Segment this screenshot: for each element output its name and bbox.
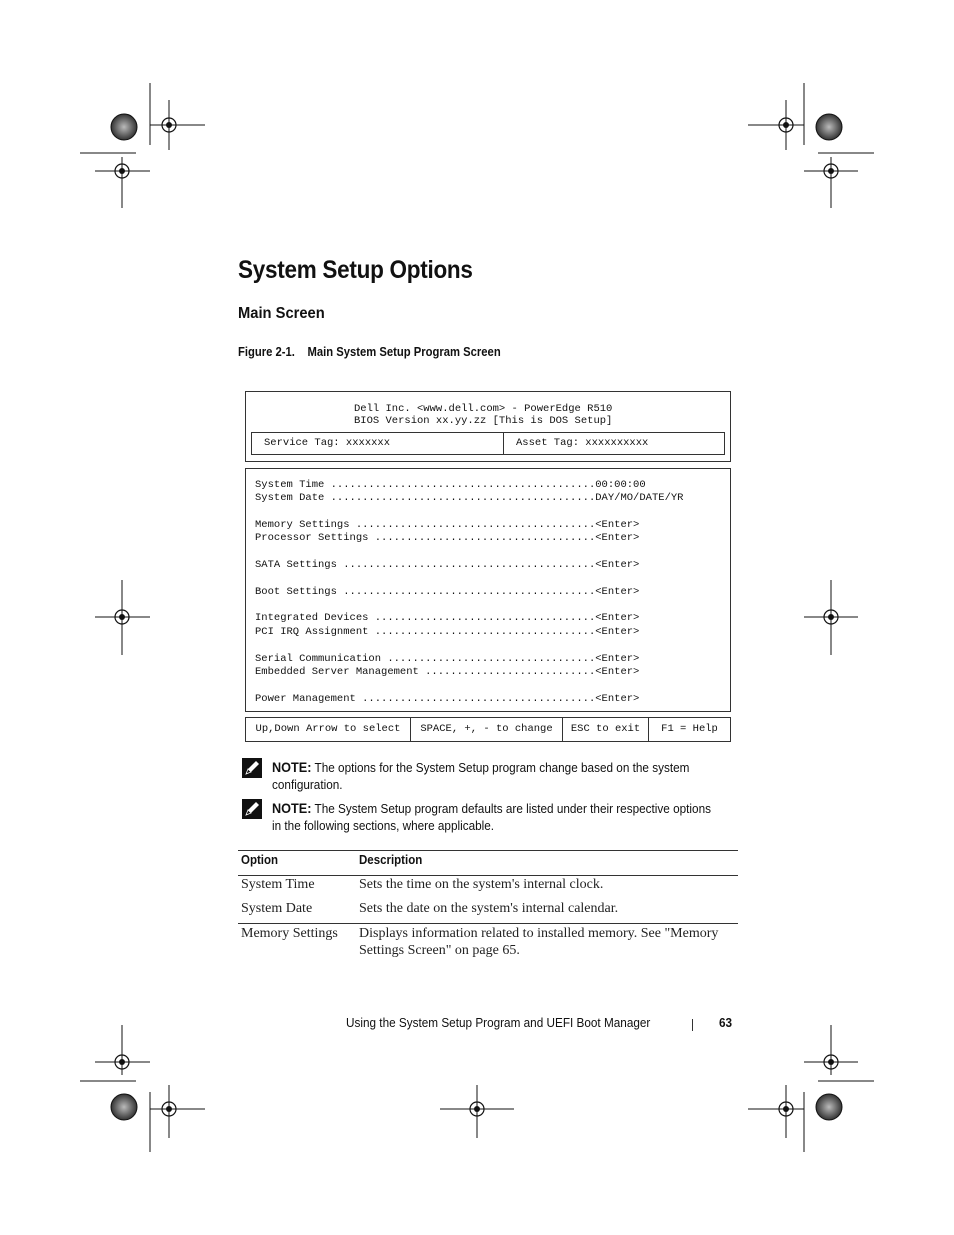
figure-caption-text: Main System Setup Program Screen bbox=[307, 345, 501, 359]
figure-caption bbox=[238, 345, 501, 359]
tag-bar bbox=[251, 432, 725, 455]
bios-menu-box bbox=[245, 468, 731, 712]
note-text: The System Setup program defaults are listed under their respective options in the following sections, where applicable. bbox=[272, 802, 711, 833]
note-2 bbox=[272, 800, 714, 835]
table-header bbox=[238, 850, 738, 876]
row-option: System Time bbox=[241, 877, 315, 892]
note-label: NOTE: bbox=[272, 760, 312, 775]
page-title: System Setup Options bbox=[238, 256, 473, 284]
bios-key-bar bbox=[245, 717, 731, 742]
menu-item-pci-irq-assignment[interactable]: PCI IRQ Assignment ...................................<Enter> bbox=[255, 626, 640, 638]
header-option: Option bbox=[241, 853, 279, 867]
key-hint-help: F1 = Help bbox=[661, 723, 718, 735]
note-text: The options for the System Setup program change based on the system configuration. bbox=[272, 761, 690, 792]
footer-chapter-title: Using the System Setup Program and UEFI Boot Manager bbox=[346, 1016, 651, 1030]
note-pencil-icon bbox=[242, 799, 262, 819]
page-number: 63 bbox=[719, 1016, 733, 1030]
menu-item-sata-settings[interactable]: SATA Settings ........................................<Enter> bbox=[255, 559, 640, 571]
menu-item-serial-communication[interactable]: Serial Communication .................................<Enter> bbox=[255, 653, 640, 665]
note-label: NOTE: bbox=[272, 801, 312, 816]
key-hint-exit: ESC to exit bbox=[563, 718, 649, 741]
row-description: Displays information related to installed memory. See "Memory Settings Screen" on page 65. bbox=[359, 926, 719, 958]
asset-tag: Asset Tag: xxxxxxxxxx bbox=[516, 437, 649, 449]
note-pencil-icon bbox=[242, 758, 262, 778]
key-hint-change: SPACE, +, - to change bbox=[411, 718, 563, 741]
bios-header-box bbox=[245, 391, 731, 462]
section-title: Main Screen bbox=[238, 305, 325, 322]
table-divider bbox=[238, 923, 738, 924]
figure-number: Figure 2-1. bbox=[238, 345, 295, 359]
menu-item-memory-settings[interactable]: Memory Settings ......................................<Enter> bbox=[255, 519, 640, 531]
row-option: Memory Settings bbox=[241, 926, 338, 941]
menu-item-processor-settings[interactable]: Processor Settings ...................................<Enter> bbox=[255, 532, 640, 544]
row-option: System Date bbox=[241, 901, 313, 916]
bios-version-line: BIOS Version xx.yy.zz [This is DOS Setup] bbox=[354, 415, 613, 427]
menu-item-system-time[interactable]: System Time ..........................................00:00:00 bbox=[255, 479, 646, 491]
footer-separator bbox=[692, 1019, 693, 1031]
menu-item-embedded-server-management[interactable]: Embedded Server Management ...........................<Enter> bbox=[255, 666, 640, 678]
note-1 bbox=[272, 759, 714, 794]
menu-item-power-management[interactable]: Power Management .....................................<Enter> bbox=[255, 693, 640, 705]
service-tag: Service Tag: xxxxxxx bbox=[252, 433, 504, 454]
header-description: Description bbox=[359, 853, 423, 867]
row-description: Sets the date on the system's internal calendar. bbox=[359, 901, 619, 916]
menu-item-boot-settings[interactable]: Boot Settings ........................................<Enter> bbox=[255, 586, 640, 598]
key-hint-select: Up,Down Arrow to select bbox=[246, 718, 411, 741]
row-description: Sets the time on the system's internal clock. bbox=[359, 877, 604, 892]
menu-item-integrated-devices[interactable]: Integrated Devices ...................................<Enter> bbox=[255, 612, 640, 624]
bios-vendor-line: Dell Inc. <www.dell.com> - PowerEdge R510 bbox=[354, 403, 613, 415]
menu-item-system-date[interactable]: System Date ..........................................DAY/MO/DATE/YR bbox=[255, 492, 684, 504]
